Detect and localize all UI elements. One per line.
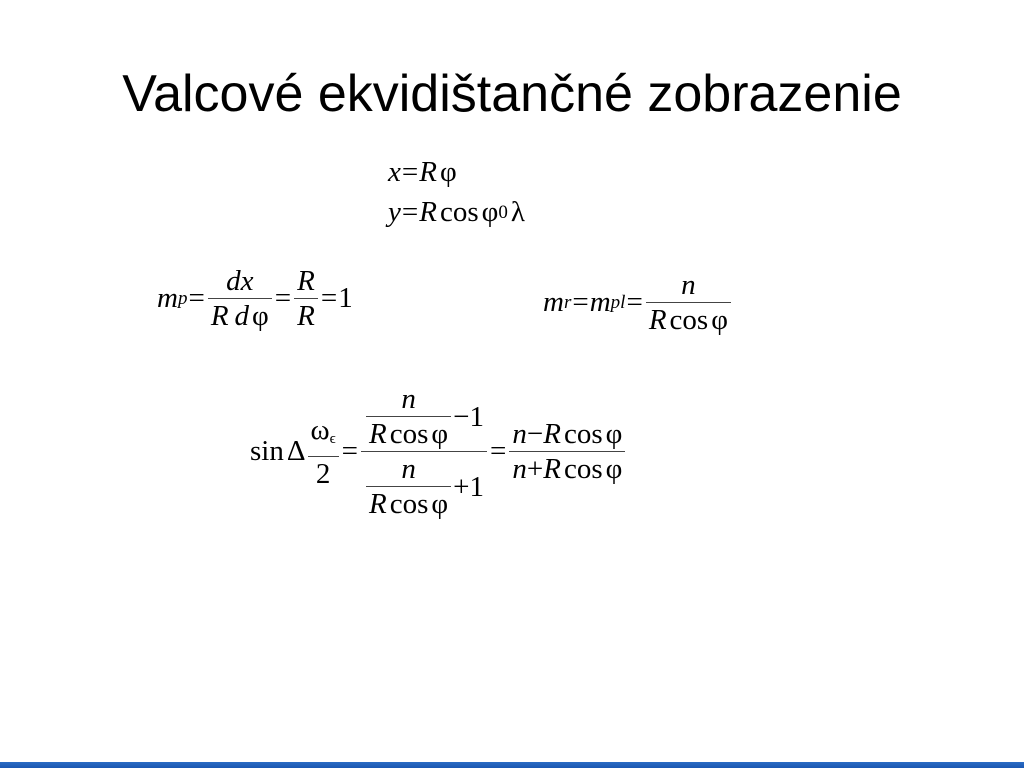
numerator-n: n: [646, 268, 731, 303]
subscript-pl: pl: [610, 291, 626, 313]
minus-one: −1: [453, 400, 485, 433]
fraction-n-over-rcosphi-bottom: [366, 452, 451, 521]
denominator-rcosphi: [646, 303, 731, 337]
numerator-r: R: [294, 264, 318, 299]
cos-function: cos: [439, 196, 479, 228]
subscript-p: p: [177, 287, 188, 309]
var-r: R: [419, 156, 437, 188]
slide-title: Valcové ekvidištančné zobrazenie: [122, 65, 902, 123]
var-r: R: [543, 418, 561, 450]
cos-function: cos: [563, 453, 603, 485]
denominator-rcosphi: [366, 487, 451, 521]
equals-sign: =: [490, 435, 507, 467]
numerator-n: n: [366, 452, 451, 487]
var-x: x: [388, 156, 401, 188]
cos-function: cos: [669, 304, 709, 336]
cos-function: cos: [389, 488, 429, 520]
fraction-n-over-rcosphi: [646, 268, 731, 337]
phi-symbol: φ: [431, 488, 449, 520]
equals-sign: =: [341, 435, 359, 467]
minus-sign: −: [526, 418, 544, 450]
result-denominator: [509, 452, 625, 486]
var-m: m: [589, 286, 611, 318]
numerator-omega: [308, 413, 339, 457]
compound-denominator: [361, 452, 487, 521]
bottom-accent-bar: [0, 762, 1024, 768]
phi-symbol: φ: [605, 418, 623, 450]
numerator-n: n: [366, 382, 451, 417]
denominator-rcosphi: [366, 417, 451, 451]
equals-sign: =: [572, 286, 589, 318]
phi-symbol: φ: [711, 304, 728, 336]
phi-symbol: φ: [439, 156, 457, 188]
fraction-n-over-rcosphi-top: [366, 382, 451, 451]
var-r: R: [543, 453, 561, 485]
phi-symbol: φ: [252, 300, 269, 332]
denominator-two: 2: [315, 457, 331, 490]
fraction-result: [509, 417, 625, 486]
equation-y: [388, 196, 525, 229]
var-y: y: [388, 196, 401, 228]
value-one: 1: [338, 282, 353, 314]
cos-function: cos: [389, 418, 429, 450]
phi-symbol: φ: [605, 453, 623, 485]
subscript-r: r: [563, 291, 572, 313]
equals-sign: =: [401, 156, 419, 188]
denominator-rdphi: [208, 299, 272, 333]
fraction-r-over-r: [294, 264, 318, 333]
var-m: m: [157, 282, 178, 314]
cos-function: cos: [563, 418, 603, 450]
equals-sign: =: [188, 282, 205, 314]
var-m: m: [543, 286, 564, 318]
equals-sign: =: [401, 196, 419, 228]
result-numerator: [509, 417, 625, 452]
equals-sign: =: [274, 282, 292, 314]
phi-symbol: φ: [481, 196, 499, 228]
var-r: R: [369, 488, 387, 520]
fraction-omega-over-two: [308, 413, 339, 491]
plus-one: +1: [453, 470, 485, 503]
var-r: R: [210, 300, 229, 332]
denominator-r: R: [297, 300, 315, 332]
epsilon-subscript: ϵ: [329, 430, 336, 447]
compound-fraction: [361, 382, 487, 521]
var-n: n: [512, 453, 527, 485]
equation-mp: [157, 264, 353, 333]
equation-x: [388, 156, 457, 189]
var-n: n: [512, 418, 527, 450]
sin-function: sin: [250, 435, 284, 467]
subscript-zero: 0: [498, 201, 508, 223]
var-r: R: [648, 304, 667, 336]
equals-sign: =: [320, 282, 338, 314]
fraction-dx-over-rdphi: [208, 264, 272, 333]
plus-sign: +: [526, 453, 544, 485]
compound-numerator: [361, 382, 487, 452]
equation-mr: [543, 268, 733, 337]
equation-sin-delta: [250, 382, 627, 521]
phi-symbol: φ: [431, 418, 449, 450]
delta-symbol: Δ: [286, 435, 306, 467]
numerator-dx: dx: [208, 264, 272, 299]
var-r: R: [369, 418, 387, 450]
var-d: d: [234, 300, 250, 332]
equals-sign: =: [626, 286, 643, 318]
omega-symbol: ω: [310, 413, 330, 446]
lambda-symbol: λ: [510, 196, 525, 228]
var-r: R: [419, 196, 437, 228]
